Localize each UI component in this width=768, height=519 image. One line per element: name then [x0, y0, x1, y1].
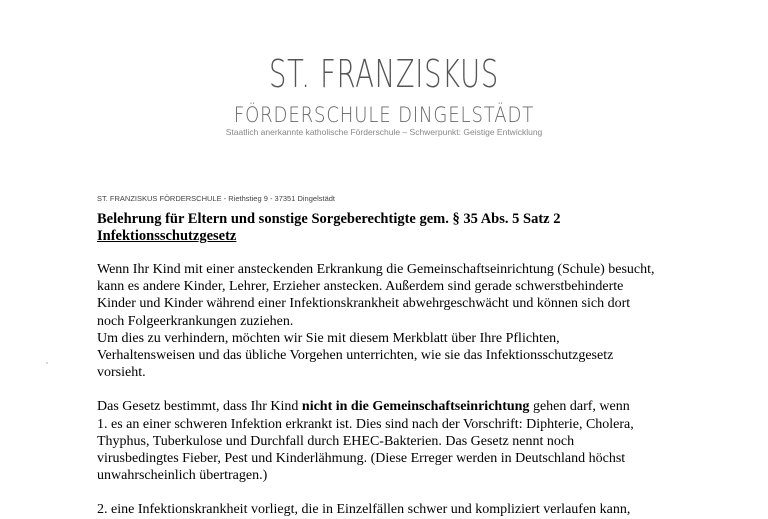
paragraph-2-bold: nicht in die Gemeinschaftseinrichtung	[301, 399, 530, 415]
paragraph-1-line: vorsieht.	[97, 365, 146, 381]
document-heading	[97, 211, 717, 245]
margin-mark	[46, 362, 48, 364]
list-item-1-line: 1. es an einer schweren Infektion erkrankt ist. Dies sind nach der Vorschrift: Diphterie, Cholera,	[97, 416, 634, 432]
sender-line: ST. FRANZISKUS FÖRDERSCHULE - Riethstieg 9 - 37351 Dingelstädt	[97, 194, 335, 203]
school-subtitle: FÖRDERSCHULE DINGELSTÄDT	[233, 103, 535, 127]
list-item-1-line: Thyphus, Tuberkulose und Durchfall durch EHEC-Bakterien. Das Gesetz nennt noch	[97, 433, 575, 449]
paragraph-2-post: gehen darf, wenn	[529, 399, 630, 415]
paragraph-1-line: noch Folgeerkrankungen zuziehen.	[97, 313, 294, 329]
school-tagline: Staatlich anerkannte katholische Förderschule – Schwerpunkt: Geistige Entwicklung	[225, 127, 543, 137]
list-item-1-line: unwahrscheinlich übertragen.)	[97, 468, 268, 484]
paragraph-1-line: kann es andere Kinder, Lehrer, Erzieher anstecken. Außerdem sind gerade schwerstbehinderte	[97, 279, 624, 295]
heading-line-1: Belehrung für Eltern und sonstige Sorgeberechtigte gem. § 35 Abs. 5 Satz 2	[97, 211, 561, 227]
paragraph-1-line: Wenn Ihr Kind mit einer ansteckenden Erkrankung die Gemeinschaftseinrichtung (Schule) besucht,	[97, 262, 655, 277]
paragraph-1-line: Kinder und Kinder während einer Infektionskrankheit abwehrgeschwächt und können sich dort	[97, 296, 631, 312]
paragraph-1-line: Verhaltensweisen und das übliche Vorgehen unterrichten, wie sie das Infektionsschutzgesetz	[97, 348, 614, 364]
paragraph-1-line: Um dies zu verhindern, möchten wir Sie mit diesem Merkblatt über Ihre Pflichten,	[97, 330, 560, 346]
list-item-1-line: virusbedingtes Fieber, Pest und Kinderlähmung. (Diese Erreger werden in Deutschland höchst	[97, 451, 626, 467]
paragraph-2	[97, 398, 697, 415]
school-name: ST. FRANZISKUS	[269, 52, 499, 96]
heading-line-2: Infektionsschutzgesetz	[97, 228, 237, 244]
list-item-2-line: 2. eine Infektionskrankheit vorliegt, die in Einzelfällen schwer und kompliziert verlaufen kann,	[97, 502, 631, 518]
paragraph-2-pre: Das Gesetz bestimmt, dass Ihr Kind	[97, 399, 302, 415]
document-body	[97, 261, 697, 519]
